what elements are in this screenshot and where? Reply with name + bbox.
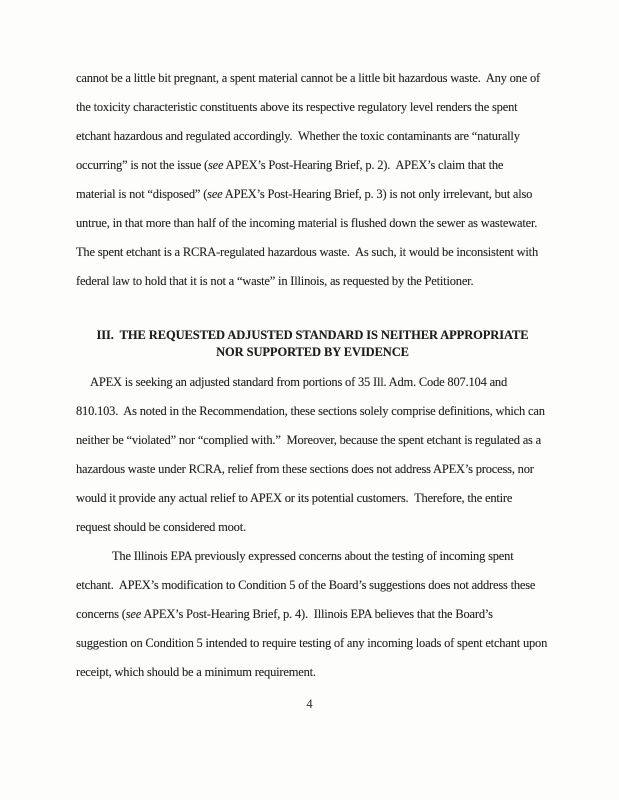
text-run: 810.103. As noted in the Recommendation, these sections solely comprise definitions, which can — [76, 404, 545, 418]
text-line — [76, 180, 549, 209]
text-run: the toxicity characteristic constituents above its respective regulatory level renders the spent — [76, 100, 518, 114]
text-run: request should be considered moot. — [76, 520, 246, 534]
text-run: receipt, which should be a minimum requirement. — [76, 665, 316, 679]
text-line — [76, 513, 549, 542]
text-run: would it provide any actual relief to APEX or its potential customers. Therefore, the entire — [76, 491, 513, 505]
paragraph-adjusted-standard — [76, 368, 549, 542]
text-run: APEX is seeking an adjusted standard from portions of 35 Ill. Adm. Code 807.104 and — [90, 375, 508, 389]
text-line — [76, 600, 549, 629]
text-line — [76, 426, 549, 455]
text-line — [76, 571, 549, 600]
text-line — [76, 542, 549, 571]
text-run-italic: see — [208, 158, 224, 172]
text-line — [76, 658, 549, 687]
text-line — [76, 397, 549, 426]
text-line — [76, 122, 549, 151]
text-run: hazardous waste under RCRA, relief from these sections does not address APEX’s process, nor — [76, 462, 534, 476]
text-run: The Illinois EPA previously expressed concerns about the testing of incoming spent — [112, 549, 514, 563]
page-number: 4 — [306, 697, 313, 711]
text-run: material is not “disposed” ( — [76, 187, 208, 201]
paragraph-continuation — [76, 64, 549, 296]
text-run: The spent etchant is a RCRA-regulated hazardous waste. As such, it would be inconsistent with — [76, 245, 539, 259]
text-run: occurring” is not the issue ( — [76, 158, 209, 172]
text-run-italic: see — [125, 607, 142, 621]
paragraph-epa-concerns — [76, 542, 549, 687]
text-run: cannot be a little bit pregnant, a spent material cannot be a little bit hazardous waste. Any one of — [76, 71, 541, 85]
text-run: concerns ( — [76, 607, 126, 621]
text-run: APEX’s Post-Hearing Brief, p. 3) is not only irrelevant, but also — [222, 187, 533, 201]
text-line — [76, 238, 549, 267]
text-run-italic: see — [207, 187, 223, 201]
text-run: untrue, in that more than half of the incoming material is flushed down the sewer as wastewater. — [76, 216, 538, 230]
text-run: APEX’s Post-Hearing Brief, p. 4). Illinois EPA believes that the Board’s — [141, 607, 493, 621]
document-body — [76, 64, 549, 687]
text-line — [76, 151, 549, 180]
section-heading-line-1: III. THE REQUESTED ADJUSTED STANDARD IS NEITHER APPROPRIATE — [96, 328, 529, 342]
text-line — [76, 368, 549, 397]
text-line — [76, 484, 549, 513]
text-run: APEX’s Post-Hearing Brief, p. 2). APEX’s claim that the — [223, 158, 504, 172]
text-line — [76, 93, 549, 122]
text-line — [76, 64, 549, 93]
text-line — [76, 629, 549, 658]
text-line — [76, 455, 549, 484]
text-run: neither be “violated” nor “complied with.” Moreover, because the spent etchant is regulated as a — [76, 433, 541, 447]
text-run: federal law to hold that it is not a “waste” in Illinois, as requested by the Petitioner. — [76, 274, 474, 288]
text-run: etchant. APEX’s modification to Condition 5 of the Board’s suggestions does not address these — [76, 578, 536, 592]
section-heading — [76, 327, 549, 361]
text-line — [76, 267, 549, 296]
text-run: suggestion on Condition 5 intended to require testing of any incoming loads of spent etchant upon — [76, 636, 548, 650]
section-heading-line-2: NOR SUPPORTED BY EVIDENCE — [216, 345, 409, 359]
text-run: etchant hazardous and regulated accordingly. Whether the toxic contaminants are “naturally — [76, 129, 520, 143]
text-line — [76, 209, 549, 238]
